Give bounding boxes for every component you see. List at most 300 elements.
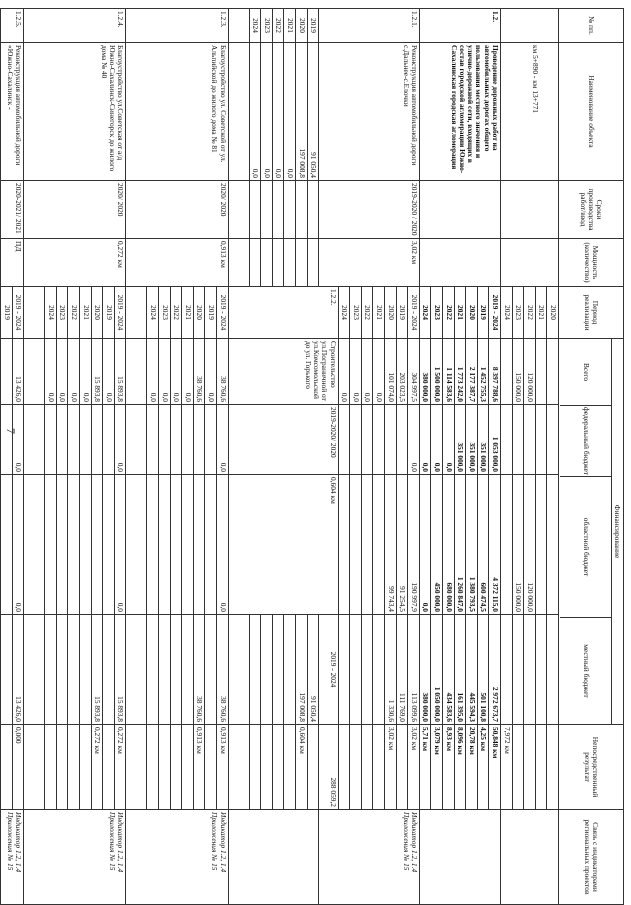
total-cell: 0,0 — [373, 339, 385, 405]
local-cell: 2 972 673,7 — [489, 615, 501, 725]
regional-cell — [295, 239, 307, 287]
result-cell — [535, 725, 547, 810]
regional-cell: 99 743,4 — [385, 475, 397, 615]
regional-cell: 4 372 115,0 — [489, 475, 501, 615]
regional-cell — [1, 475, 13, 615]
empty-cell — [0, 287, 1, 339]
total-cell: 15 893,8 — [91, 339, 103, 405]
object-name-cell — [501, 43, 559, 181]
federal-cell: 0,0 — [114, 405, 126, 475]
terms-cell: 2019-2020/ 2020 — [228, 405, 338, 475]
year-cell: 2019 — [103, 287, 115, 339]
year-cell: 2020 — [385, 287, 397, 339]
regional-cell — [501, 475, 513, 615]
local-cell: 197 008,8 — [295, 615, 307, 725]
regional-cell: 120 000,0 — [524, 475, 536, 615]
total-cell — [535, 339, 547, 405]
regional-cell: 0,0 — [419, 475, 431, 615]
regional-cell: 0,0 — [12, 475, 24, 615]
page-number: 7 — [4, 428, 18, 434]
regional-cell — [547, 475, 559, 615]
regional-cell — [338, 475, 350, 615]
federal-cell: 1 053 000,0 — [489, 405, 501, 475]
total-cell: 0,0 — [56, 339, 68, 405]
empty-cell — [24, 405, 45, 475]
total-cell: 197 008,8 — [295, 43, 307, 181]
federal-cell — [1, 405, 13, 475]
regional-cell — [535, 475, 547, 615]
table-rotator — [2, 8, 624, 904]
link-cell — [1, 810, 24, 905]
terms-cell — [501, 181, 559, 239]
federal-cell — [147, 405, 159, 475]
local-cell — [147, 615, 159, 725]
regional-cell: 1 260 847,0 — [454, 475, 466, 615]
appendix-link: Приложения № 15 — [401, 812, 411, 871]
regional-cell — [373, 475, 385, 615]
federal-cell: 351 000,0 — [477, 405, 489, 475]
header-financing-label: Финансирование — [611, 339, 622, 724]
year-cell: 2019 - 2024 — [489, 287, 501, 339]
total-cell: 0,0 — [350, 339, 362, 405]
capacity-cell — [501, 239, 559, 287]
capacity-cell: 0,913 км — [126, 239, 228, 287]
empty-cell — [126, 339, 147, 405]
result-cell — [272, 725, 284, 810]
total-cell: 0,0 — [205, 339, 217, 405]
federal-cell — [535, 405, 547, 475]
local-cell — [205, 615, 217, 725]
capacity-cell: 0,272 км — [24, 239, 126, 287]
local-cell — [284, 615, 296, 725]
total-cell: 1 500 000,0 — [431, 339, 443, 405]
indicator-link: Индикатор 1.2, 1.4 — [409, 812, 419, 873]
federal-cell — [385, 405, 397, 475]
federal-cell — [512, 405, 524, 475]
result-cell — [261, 725, 273, 810]
regional-cell — [205, 475, 217, 615]
regional-cell — [249, 239, 261, 287]
result-cell — [1, 725, 13, 810]
result-cell: 0,913 км — [217, 725, 229, 810]
year-cell: 2020 — [547, 287, 559, 339]
year-cell: 2020 — [295, 9, 307, 43]
year-cell: 2022 — [272, 9, 284, 43]
result-cell: 0,913 км — [193, 725, 205, 810]
local-cell: 445 594,3 — [466, 615, 478, 725]
total-cell: 1 773 242,0 — [454, 339, 466, 405]
local-cell: 380 000,0 — [419, 615, 431, 725]
year-cell: 2023 — [512, 287, 524, 339]
result-cell: 0,604 км — [295, 725, 307, 810]
local-cell — [272, 615, 284, 725]
total-cell: 0,0 — [45, 339, 57, 405]
result-cell: 0,000 — [12, 725, 24, 810]
empty-cell — [0, 339, 1, 405]
total-cell: 120 000,0 — [524, 339, 536, 405]
regional-cell — [45, 475, 57, 615]
empty-cell — [126, 475, 147, 615]
regional-cell — [272, 239, 284, 287]
total-cell — [501, 339, 513, 405]
year-cell: 2019 — [307, 9, 319, 43]
result-cell: 50,848 км — [489, 725, 501, 810]
result-cell: 3,02 км — [408, 725, 420, 810]
empty-cell — [228, 181, 249, 239]
empty-cell — [228, 725, 249, 810]
federal-cell — [295, 181, 307, 239]
local-cell — [56, 615, 68, 725]
total-cell: 38 760,6 — [193, 339, 205, 405]
total-cell — [1, 339, 13, 405]
year-cell: 2022 — [524, 287, 536, 339]
local-cell — [68, 615, 80, 725]
federal-cell — [159, 405, 171, 475]
total-cell: 38 760,6 — [217, 339, 229, 405]
year-cell: 2024 — [147, 287, 159, 339]
link-cell — [419, 810, 500, 905]
appendix-link: Приложения № 15 — [6, 812, 15, 871]
local-cell — [170, 615, 182, 725]
rotated-page-frame — [2, 8, 624, 904]
empty-cell — [228, 9, 249, 43]
local-cell: 1 330,6 — [385, 615, 397, 725]
table-row — [217, 9, 229, 905]
local-cell: 434 583,6 — [443, 615, 455, 725]
federal-cell — [547, 405, 559, 475]
year-cell: 2019 - 2024 — [217, 287, 229, 339]
total-cell: 304 997,5 — [408, 339, 420, 405]
header-financing — [559, 339, 624, 725]
regional-cell: 150 000,0 — [512, 475, 524, 615]
result-cell — [103, 725, 115, 810]
header-num: № пп. — [559, 9, 624, 43]
indicator-link: Индикатор 1.2, 1.4 — [14, 812, 24, 873]
regional-cell: 0,0 — [217, 475, 229, 615]
year-cell: 2023 — [261, 9, 273, 43]
year-cell: 2024 — [45, 287, 57, 339]
result-cell: 0,272 км — [91, 725, 103, 810]
empty-cell — [24, 615, 45, 725]
year-cell: 2020 — [91, 287, 103, 339]
federal-cell: 0,0 — [12, 405, 24, 475]
year-cell: 2024 — [419, 287, 431, 339]
header-terms: Сроки производства работ/ввод — [559, 181, 624, 239]
year-cell: 2024 — [249, 9, 261, 43]
local-cell — [261, 615, 273, 725]
result-cell — [284, 725, 296, 810]
capacity-cell: 0,604 км — [228, 475, 338, 615]
federal-cell — [361, 405, 373, 475]
federal-cell: 0,0 — [408, 405, 420, 475]
capacity-cell: 3,02 км — [319, 239, 420, 287]
year-cell: 2019 — [1, 287, 13, 339]
result-cell: 4,25 км — [477, 725, 489, 810]
result-cell — [45, 725, 57, 810]
total-cell: 203 023,5 — [396, 339, 408, 405]
total-cell: 1 452 755,3 — [477, 339, 489, 405]
empty-cell — [126, 725, 147, 810]
year-cell: 2019 - 2024 — [12, 287, 24, 339]
regional-cell: 91 254,5 — [396, 475, 408, 615]
header-name: Наименование объекта — [559, 43, 624, 181]
link-cell — [319, 810, 420, 905]
num-cell — [501, 9, 559, 43]
local-cell — [361, 615, 373, 725]
result-cell — [147, 725, 159, 810]
header-period: Период реализации — [559, 287, 624, 339]
total-cell: 0,0 — [272, 43, 284, 181]
object-name-cell: Благоустройство ул.Советская от а/д Южно-Сахалинск-Синегорск до жилого дома № 40 — [24, 43, 126, 181]
local-cell — [80, 615, 92, 725]
link-cell — [501, 810, 559, 905]
local-cell: 113 099,6 — [408, 615, 420, 725]
table-row — [489, 9, 501, 905]
local-cell — [547, 615, 559, 725]
year-cell: 2021 — [182, 287, 194, 339]
terms-cell: 2020/ 2020 — [126, 181, 228, 239]
federal-cell — [205, 405, 217, 475]
header-row — [559, 9, 624, 905]
federal-cell — [261, 181, 273, 239]
regional-cell — [182, 475, 194, 615]
empty-cell — [24, 287, 45, 339]
result-cell — [338, 725, 350, 810]
appendix-link: Приложения № 15 — [108, 812, 118, 871]
year-cell: 2023 — [159, 287, 171, 339]
total-cell: 91 050,4 — [307, 43, 319, 181]
federal-cell — [350, 405, 362, 475]
local-cell: 15 893,8 — [114, 615, 126, 725]
federal-cell — [170, 405, 182, 475]
result-cell — [170, 725, 182, 810]
num-cell: 1.2.1. — [319, 9, 420, 43]
object-name-cell: Реконструкция автомобильной дороги с.Дальнее-с.Елочки — [319, 43, 420, 181]
year-cell: 2022 — [361, 287, 373, 339]
federal-cell: 0,0 — [217, 405, 229, 475]
year-cell: 2021 — [535, 287, 547, 339]
result-cell: 7,972 км — [501, 725, 513, 810]
header-result: Непосредственный результат — [559, 725, 624, 810]
table-row — [12, 9, 24, 905]
num-cell: 1.2.2. — [228, 287, 338, 339]
capacity-cell — [419, 239, 500, 287]
total-cell: 0,0 — [147, 339, 159, 405]
year-cell: 2020 — [193, 287, 205, 339]
local-cell: 111 769,0 — [396, 615, 408, 725]
table-row — [114, 9, 126, 905]
federal-cell: 351 000,0 — [466, 405, 478, 475]
federal-cell — [272, 181, 284, 239]
year-cell: 2019 - 2024 — [114, 287, 126, 339]
local-cell: 15 893,8 — [91, 615, 103, 725]
result-cell — [80, 725, 92, 810]
year-cell: 2019 — [477, 287, 489, 339]
header-link: Связь с индикаторами региональных проектов — [559, 810, 624, 905]
result-cell — [68, 725, 80, 810]
result-cell — [396, 725, 408, 810]
num-cell: 1.2. — [419, 9, 500, 43]
local-cell — [512, 615, 524, 725]
regional-cell — [68, 475, 80, 615]
empty-cell — [24, 339, 45, 405]
local-cell: 161 395,0 — [454, 615, 466, 725]
regional-cell — [103, 475, 115, 615]
total-cell: 0,0 — [284, 43, 296, 181]
federal-cell — [91, 405, 103, 475]
regional-cell — [284, 239, 296, 287]
empty-cell — [0, 181, 1, 239]
object-name: км 5+890 - км 13+771 — [531, 45, 540, 113]
local-cell — [338, 615, 350, 725]
year-cell: 2021 — [373, 287, 385, 339]
year-cell: 2022 — [68, 287, 80, 339]
result-cell: 8,096 км — [454, 725, 466, 810]
local-cell — [159, 615, 171, 725]
indicator-link: Индикатор 1.2, 1.4 — [218, 812, 228, 873]
empty-cell — [126, 405, 147, 475]
local-cell — [249, 615, 261, 725]
federal-cell — [45, 405, 57, 475]
federal-cell — [284, 181, 296, 239]
total-cell: 288 059,2 — [319, 725, 339, 810]
total-cell: 0,0 — [361, 339, 373, 405]
local-cell — [45, 615, 57, 725]
local-cell — [501, 615, 513, 725]
federal-cell — [182, 405, 194, 475]
year-cell: 2021 — [80, 287, 92, 339]
regional-cell — [350, 475, 362, 615]
federal-cell — [524, 405, 536, 475]
total-cell: 101 074,0 — [385, 339, 397, 405]
empty-cell — [0, 239, 1, 287]
regional-cell: 1 380 793,5 — [466, 475, 478, 615]
header-regional: областной бюджет — [560, 477, 611, 618]
result-cell: 3,02 км — [385, 725, 397, 810]
federal-cell: 0,0 — [431, 405, 443, 475]
total-cell: 0,0 — [182, 339, 194, 405]
regional-cell — [170, 475, 182, 615]
year-cell: 2022 — [170, 287, 182, 339]
local-cell — [103, 615, 115, 725]
year-cell: 2023 — [56, 287, 68, 339]
terms-cell: 2019-2020 / 2020 — [319, 181, 420, 239]
year-cell: 2024 — [338, 287, 350, 339]
empty-cell — [228, 615, 249, 725]
object-name-cell: Строительство ул.Пограничной от ул.Комсомольской до ул. Горького — [228, 339, 338, 405]
result-cell: 5,71 км — [419, 725, 431, 810]
total-cell: 0,0 — [159, 339, 171, 405]
header-capacity: Мощность (количество) — [559, 239, 624, 287]
object-name-cell: Проведение дорожных работ на автомобильных дорогах общего пользования местного значения и улично-дорожной сети, входящих в состав городской агломерации Южно-Сахалинская городская агломерация — [419, 43, 500, 181]
indicator-link: Индикатор 1.2, 1.4 — [116, 812, 126, 873]
result-cell — [512, 725, 524, 810]
empty-cell — [126, 287, 147, 339]
federal-cell — [501, 405, 513, 475]
year-cell: 2020 — [466, 287, 478, 339]
federal-cell — [307, 181, 319, 239]
num-cell: 1.2.3. — [126, 9, 228, 43]
regional-cell — [147, 475, 159, 615]
federal-cell: 0,0 — [443, 405, 455, 475]
total-cell: 0,0 — [103, 339, 115, 405]
result-cell — [524, 725, 536, 810]
total-cell: 1 114 583,6 — [443, 339, 455, 405]
regional-cell: 0,0 — [114, 475, 126, 615]
year-cell: 2021 — [284, 9, 296, 43]
result-cell: 3,079 км — [431, 725, 443, 810]
federal-cell — [373, 405, 385, 475]
empty-cell — [0, 9, 1, 43]
regional-cell — [80, 475, 92, 615]
regional-cell — [159, 475, 171, 615]
total-cell: 0,0 — [338, 339, 350, 405]
regional-cell: 190 997,9 — [408, 475, 420, 615]
local-cell: 38 760,6 — [217, 615, 229, 725]
header-total: Всего — [560, 339, 611, 406]
total-cell: 13 426,0 — [12, 339, 24, 405]
federal-cell — [193, 405, 205, 475]
regional-cell: 450 000,0 — [431, 475, 443, 615]
empty-cell — [0, 43, 1, 181]
result-cell — [182, 725, 194, 810]
year-cell: 2023 — [350, 287, 362, 339]
local-cell — [350, 615, 362, 725]
local-cell: 38 760,6 — [193, 615, 205, 725]
federal-cell — [249, 181, 261, 239]
result-cell: 20,78 км — [466, 725, 478, 810]
federal-cell — [68, 405, 80, 475]
local-cell: 91 050,4 — [307, 615, 319, 725]
terms-cell — [419, 181, 500, 239]
year-cell: 2023 — [431, 287, 443, 339]
local-cell — [524, 615, 536, 725]
financing-table — [0, 8, 624, 905]
federal-cell — [338, 405, 350, 475]
empty-cell — [126, 615, 147, 725]
link-cell — [24, 810, 126, 905]
year-cell: 2019 - 2024 — [319, 615, 339, 725]
empty-cell — [228, 239, 249, 287]
local-cell: 1 050 000,0 — [431, 615, 443, 725]
table-row — [547, 9, 559, 905]
federal-cell: 0,0 — [419, 405, 431, 475]
empty-cell — [228, 43, 249, 181]
result-cell — [373, 725, 385, 810]
total-cell: 0,0 — [170, 339, 182, 405]
appendix-link: Приложения № 15 — [210, 812, 220, 871]
year-cell: 2019 - 2024 — [408, 287, 420, 339]
total-cell: 0,0 — [80, 339, 92, 405]
regional-cell — [56, 475, 68, 615]
year-cell: 2022 — [443, 287, 455, 339]
year-cell: 2021 — [454, 287, 466, 339]
local-cell — [182, 615, 194, 725]
regional-cell — [261, 239, 273, 287]
year-cell: 2019 — [396, 287, 408, 339]
regional-cell: 600 474,5 — [477, 475, 489, 615]
result-cell — [205, 725, 217, 810]
year-cell: 2019 — [205, 287, 217, 339]
federal-cell — [56, 405, 68, 475]
total-cell: 15 893,8 — [114, 339, 126, 405]
terms-cell: 2020-2021/ 2021 — [1, 181, 24, 239]
regional-cell: 680 000,0 — [443, 475, 455, 615]
empty-cell — [24, 725, 45, 810]
object-name-cell: Реконструкция автомобильной дороги «Южно-Сахалинск - — [1, 43, 24, 181]
federal-cell: 351 000,0 — [454, 405, 466, 475]
local-cell — [535, 615, 547, 725]
